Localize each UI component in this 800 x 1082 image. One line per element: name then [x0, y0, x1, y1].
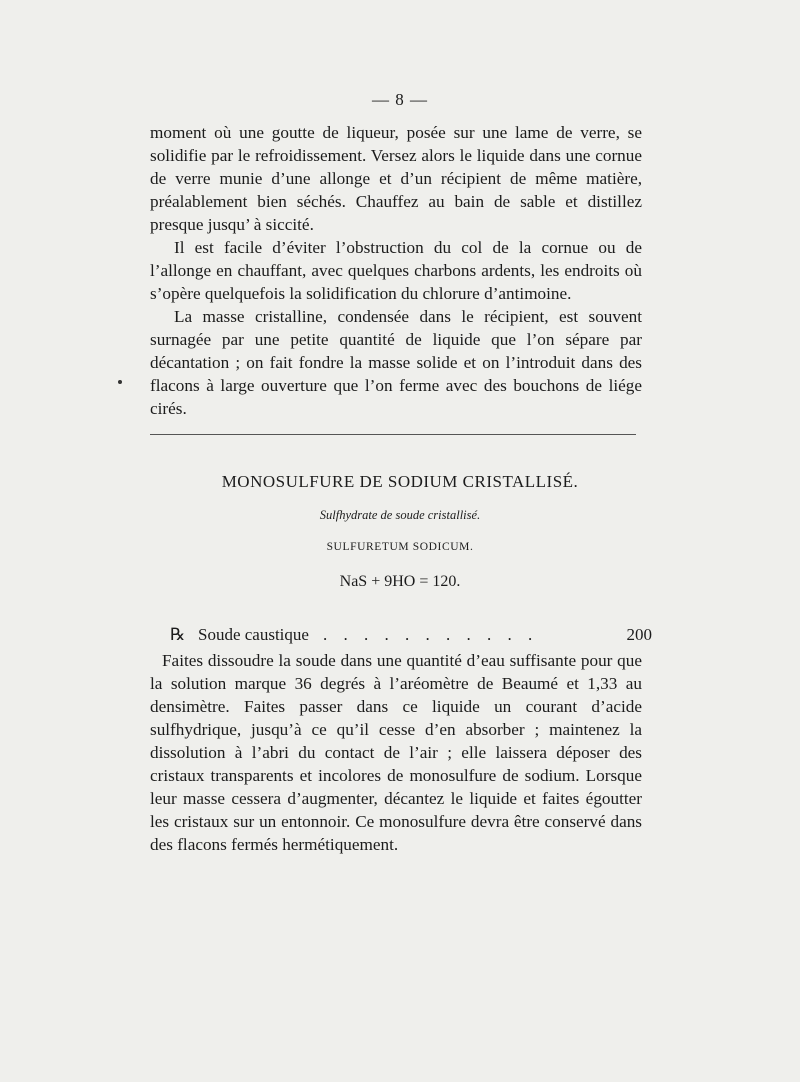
paragraph-obstruction: Il est facile d’éviter l’obstruction du col de la cornue ou de l’allonge en chauffant, avec quelques charbons ardents, les endroits où s’opère quelquefois la solidification du chlorure d’antimoine. [150, 238, 642, 303]
recipe-symbol: ℞ [170, 625, 186, 644]
paragraph-preparation: Faites dissoudre la soude dans une quantité d’eau suffisante pour que la solution marque 36 degrés à l’aréomètre de Beaumé et 1,33 au densimètre. Faites passer dans ce liquide un courant d’acide sulfhydrique, jusqu’à ce qu’il cesse d’en absorber ; maintenez la dissolution à l’abri du contact de l’air ; elle laissera déposer des cristaux transparents et incolores de monosulfure de sodium. Lorsque leur masse cessera d’augmenter, décantez le liquide et faites égoutter les cristaux sur un entonnoir. Ce monosulfure devra être conservé dans des flacons fermés hermétiquement. [150, 651, 642, 854]
latin-name: SULFURETUM SODICUM. [326, 541, 474, 553]
chemical-formula: NaS + 9HO = 120. [339, 573, 461, 590]
ink-speck [118, 380, 122, 384]
paragraph-crystalline-mass: La masse cristalline, condensée dans le récipient, est souvent surnagée par une petite quantité de liquide que l’on sépare par décantation ; on fait fondre la masse solide et on l’introduit dans des flacons à large ouverture que l’on ferme avec des bouchons de liége cirés. [150, 307, 642, 418]
section-divider [150, 434, 636, 435]
section-subtitle: Sulfhydrate de soude cristallisé. [319, 508, 481, 522]
ingredient-quantity: 200 [626, 625, 652, 644]
page-number: — 8 — [372, 90, 428, 109]
paragraph-continuation: moment où une goutte de liqueur, posée sur une lame de verre, se solidifie par le refroidissement. Versez alors le liquide dans une cornue de verre munie d’une allonge et d’un récipient de même matière, préalablement bien séchés. Chauffez au bain de sable et distillez presque jusqu’ à siccité. [150, 123, 642, 234]
top-text-block [150, 121, 642, 420]
bottom-text-block [150, 649, 642, 856]
ingredient-line [170, 625, 652, 645]
section-heading: MONOSULFURE DE SODIUM CRISTALLISÉ. [221, 472, 579, 491]
ingredient-name: Soude caustique [198, 625, 309, 644]
leader-dots: . . . . . . . . . . . [322, 625, 539, 644]
